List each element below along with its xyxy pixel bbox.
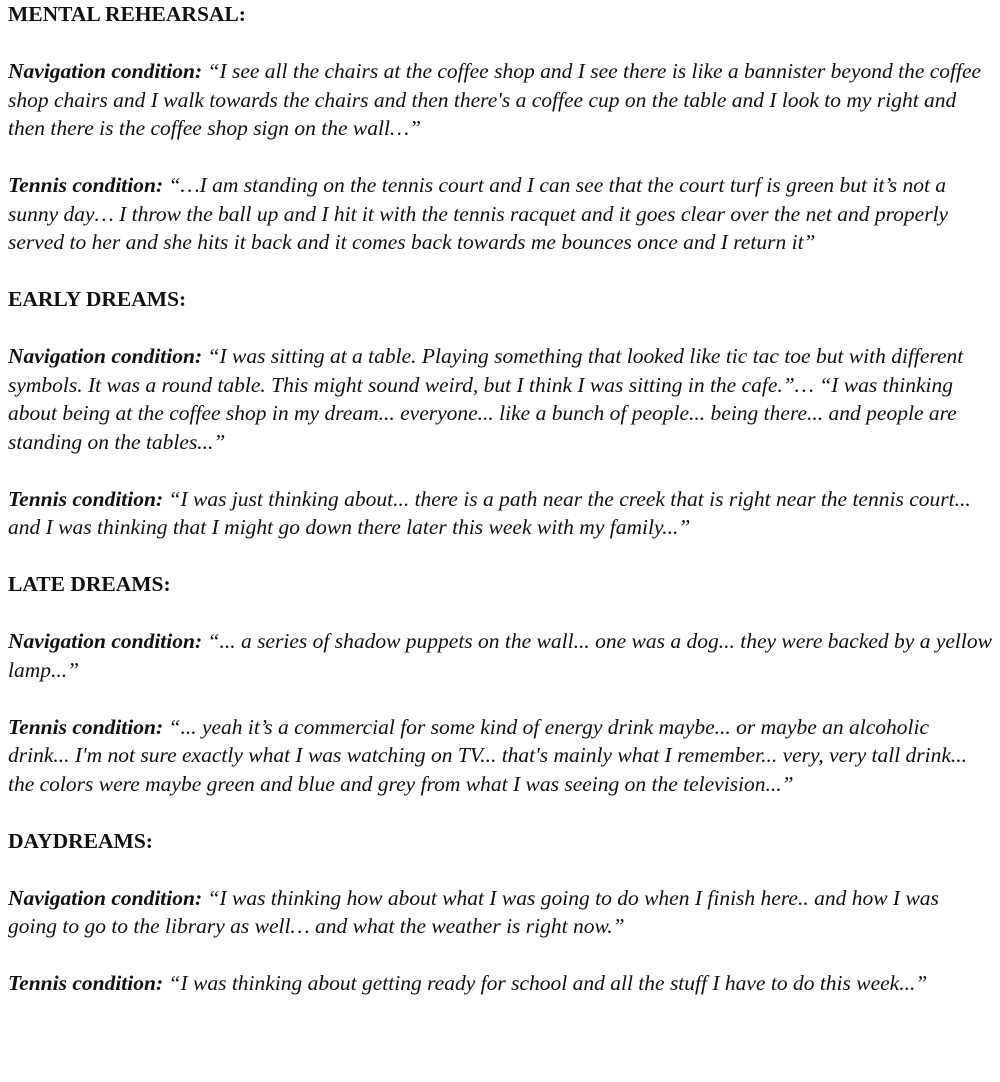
navigation-condition-label: Navigation condition: (8, 344, 203, 368)
navigation-condition-paragraph (8, 57, 992, 143)
tennis-condition-quote: “I was just thinking about... there is a path near the creek that is right near the tennis court... and I was thinking that I might go down there later this week with my family...” (8, 486, 971, 539)
navigation-condition-label: Navigation condition: (8, 885, 203, 910)
navigation-condition-quote: “... a series of shadow puppets on the wall... one was a dog... they were backed by a yellow lamp...” (8, 629, 992, 682)
navigation-condition-paragraph (8, 342, 992, 456)
navigation-condition-quote: “I was sitting at a table. Playing something that looked like tic tac toe but with different symbols. It was a round table. This might sound weird, but I think I was sitting in the cafe.”… “I was thinking about being at the coffee shop in my dream... everyone... like a bunch of people... being there... and people are standing on the tables...” (8, 344, 964, 454)
tennis-condition-paragraph (8, 485, 992, 542)
tennis-condition-paragraph (8, 713, 992, 799)
document-body (8, 0, 992, 998)
tennis-condition-label: Tennis condition: (8, 486, 164, 511)
tennis-condition-paragraph (8, 171, 992, 257)
section-heading: EARLY DREAMS: (8, 287, 187, 311)
section-late-dreams (8, 570, 992, 827)
navigation-condition-paragraph (8, 884, 992, 941)
section-heading: DAYDREAMS: (8, 828, 153, 853)
section-heading: MENTAL REHEARSAL: (8, 2, 246, 26)
section-heading: LATE DREAMS: (8, 572, 171, 596)
section-daydreams (8, 827, 992, 998)
tennis-condition-label: Tennis condition: (8, 714, 164, 739)
navigation-condition-quote: “I was thinking how about what I was going to do when I finish here.. and how I was going to go to the library as well… and what the weather is right now.” (8, 885, 939, 938)
navigation-condition-paragraph (8, 627, 992, 684)
tennis-condition-quote: “... yeah it’s a commercial for some kind of energy drink maybe... or maybe an alcoholic drink... I'm not sure exactly what I was watching on TV... that's mainly what I remember... very, very tall drink... the colors were maybe green and blue and grey from what I was seeing on the television...” (8, 714, 968, 796)
navigation-condition-quote: “I see all the chairs at the coffee shop and I see there is like a bannister beyond the coffee shop chairs and I walk towards the chairs and then there's a coffee cup on the table and I look to my right and then there is the coffee shop sign on the wall…” (8, 59, 982, 140)
navigation-condition-label: Navigation condition: (8, 629, 203, 653)
tennis-condition-label: Tennis condition: (8, 173, 164, 197)
tennis-condition-quote: “I was thinking about getting ready for school and all the stuff I have to do this week...” (163, 971, 928, 995)
tennis-condition-quote: “…I am standing on the tennis court and I can see that the court turf is green but it’s not a sunny day… I throw the ball up and I hit it with the tennis racquet and it goes clear over the net and properly served to her and she hits it back and it comes back towards me bounces once and I return it” (8, 173, 949, 254)
tennis-condition-paragraph (8, 969, 992, 998)
section-early-dreams (8, 285, 992, 570)
section-mental-rehearsal (8, 0, 992, 285)
navigation-condition-label: Navigation condition: (8, 59, 203, 83)
tennis-condition-label: Tennis condition: (8, 971, 164, 995)
